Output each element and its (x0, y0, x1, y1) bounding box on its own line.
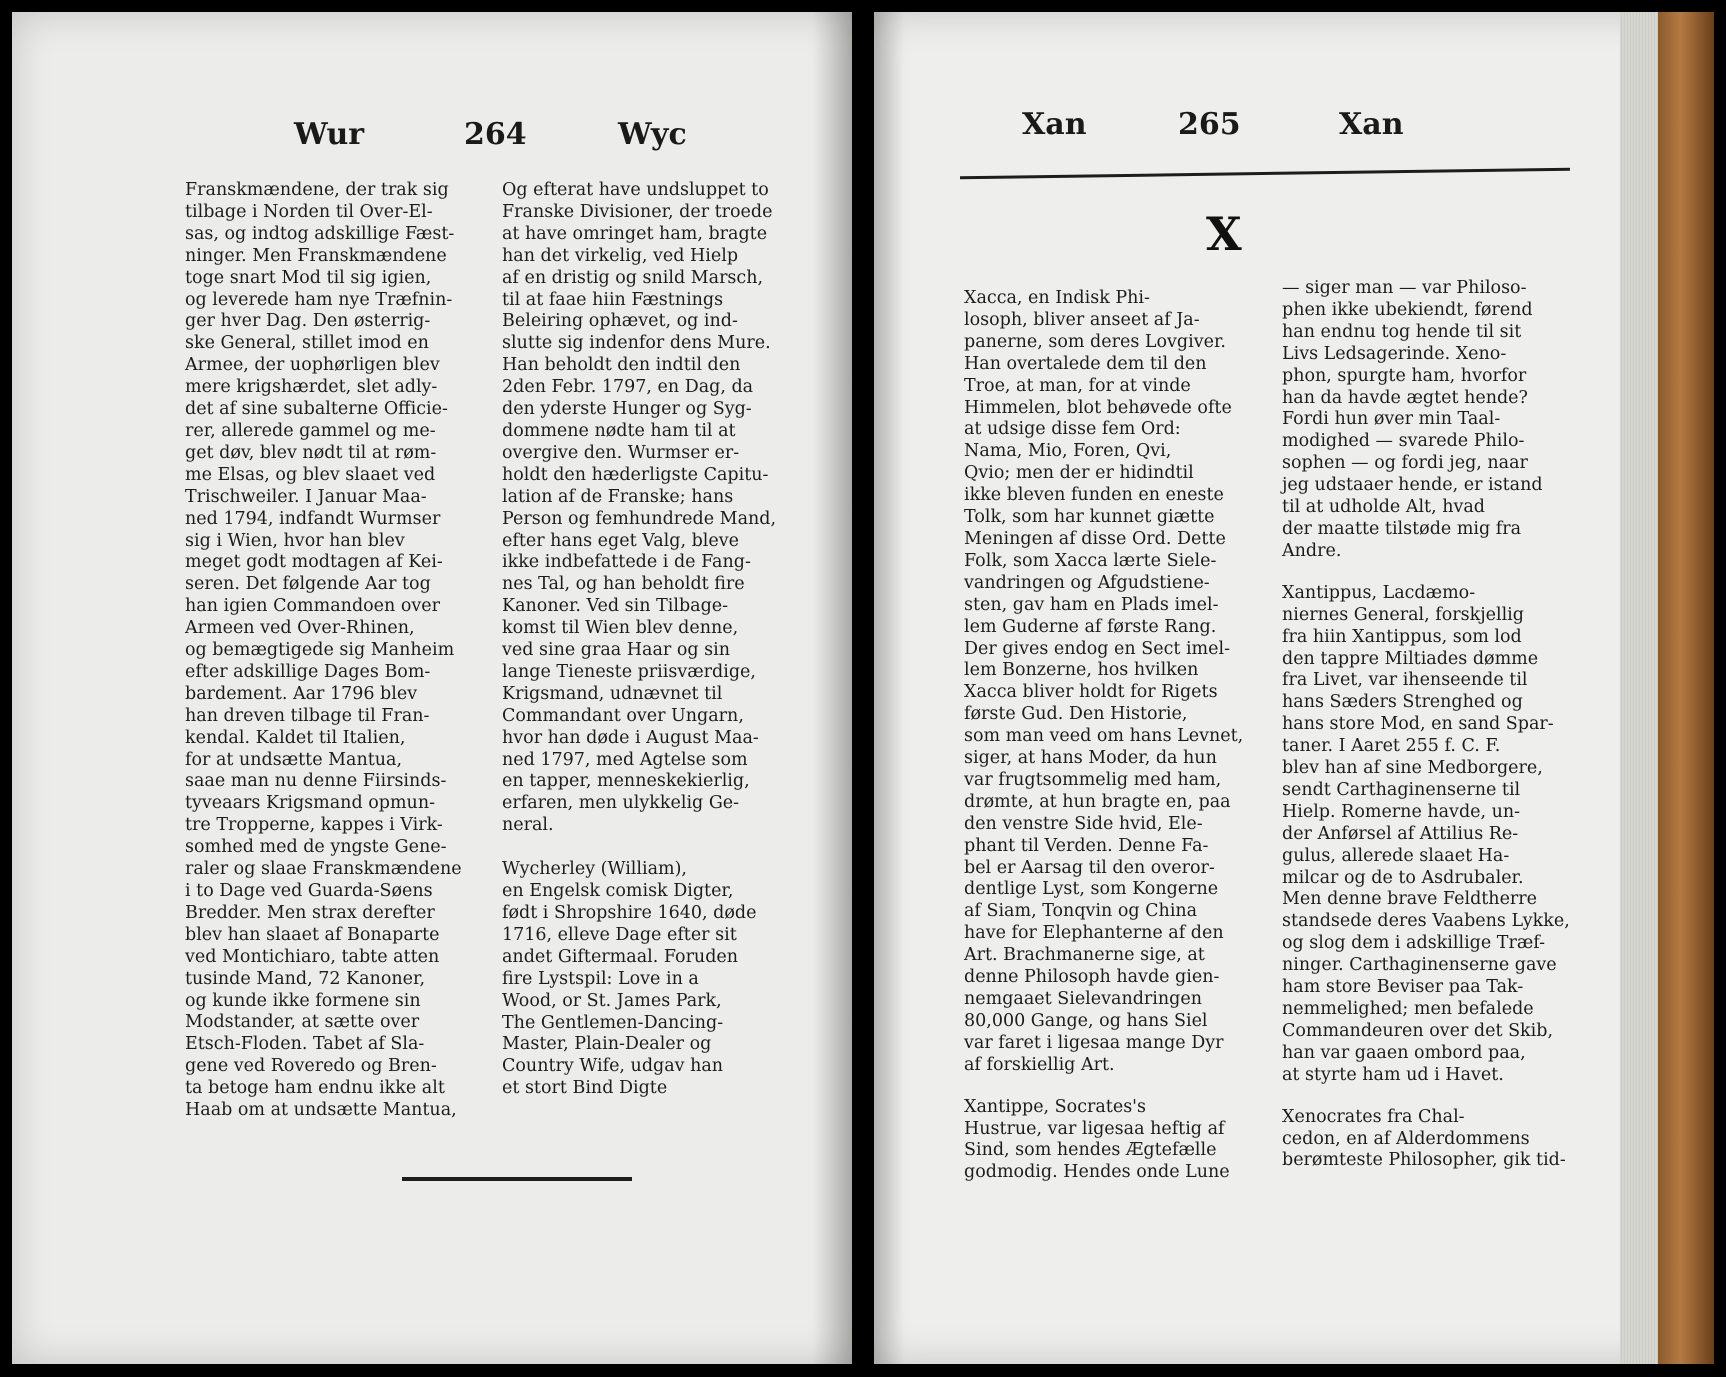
right-running-head (874, 107, 1714, 151)
page-edges (1620, 12, 1658, 1364)
right-page (874, 12, 1714, 1364)
left-column-1 (185, 180, 485, 1130)
left-column-2 (502, 180, 802, 1108)
right-column-2 (1282, 278, 1582, 1180)
right-column-1 (964, 288, 1264, 1192)
xantippe-entry-continued: — siger man — var Philoso- phen ikke ubekiendt, førend han endnu tog hende til sit Livs Ledsagerinde. Xeno- phon, spurgte ham, hvorfor han da havde ægtet hende? Fordi hun øver min Taal- modighed — svarede Philo- sophen — og fordi jeg, naar jeg udstaaer hende, er istand til at udholde Alt, hvad der maatte tilstøde mig fra Andre. (1282, 278, 1543, 561)
left-page (12, 12, 852, 1364)
book-cover-edge (1658, 12, 1714, 1364)
right-header-guide-word-first: Xan (1022, 107, 1087, 142)
wurmser-entry-end: Og efterat have undsluppet to Franske Divisioner, der troede at have omringet ham, bragte han det virkelig, ved Hielp af en dristig og snild Marsch, til at faae hiin Fæstnings Beleiring ophævet, og ind- slutte sig indenfor dens Mure. Han beholdt den indtil den 2den Febr. 1797, en Dag, da den yderste Hunger og Syg- dommene nødte ham til at overgive den. Wurmser er- holdt den hæderligste Capitu- lation af de Franske; hans Person og femhundrede Mand, efter hans eget Valg, bleve ikke indbefattede i de Fang- nes Tal, og han beholdt fire Kanoner. Ved sin Tilbage- komst til Wien blev denne, ved sine graa Haar og sin lange Tieneste priisværdige, Krigsmand, udnævnet til Commandant over Ungarn, hvor han døde i August Maa- ned 1797, med Agtelse som en tapper, menneskekierlig, erfaren, men ulykkelig Ge- neral. (502, 180, 777, 836)
right-header-guide-word-last: Xan (1339, 107, 1404, 142)
xantippus-entry: Xantippus, Lacdæmo- niernes General, forskjellig fra hiin Xantippus, som lod den tappre Miltiades dømme fra Livet, var ihenseende til hans Sæders Strenghed og hans store Mod, en sand Spar- taner. I Aaret 255 f. C. F. blev han af sine Medborgere, sendt Carthaginenserne til Hielp. Romerne havde, un- der Anførsel af Attilius Re- gulus, allerede slaaet Ha- milcar og de to Asdrubaler. Men denne brave Feldtherre standsede deres Vaabens Lykke, og slog dem i adskillige Træf- ninger. Carthaginenserne gave ham store Beviser paa Tak- nemmelighed; men befalede Commandeuren over det Skib, han var gaaen ombord paa, at styrte ham ud i Havet. (1282, 582, 1570, 1085)
left-header-guide-word-last: Wyc (618, 117, 687, 152)
xantippe-entry: Xantippe, Socrates's Hustrue, var ligesaa heftig af Sind, som hendes Ægtefælle godmodig. Hendes onde Lune (964, 1096, 1230, 1183)
xenocrates-entry: Xenocrates fra Chal- cedon, en af Alderdommens berømteste Philosopher, gik tid- (1282, 1106, 1566, 1171)
wurmser-entry-continued: Franskmændene, der trak sig tilbage i Norden til Over-El- sas, og indtog adskillige Fæst- ninger. Men Franskmændene toge snart Mod til sig igien, og leverede ham nye Træfnin- ger hver Dag. Den østerrig- ske General, stillet imod en Armee, der uophørligen blev mere krigshærdet, slet adly- det af sine subalterne Officie- rer, allerede gammel og me- get døv, blev nødt til at røm- me Elsas, og blev slaaet ved Trischweiler. I Januar Maa- ned 1794, indfandt Wurmser sig i Wien, hvor han blev meget godt modtagen af Kei- seren. Det følgende Aar tog han igien Commandoen over Armeen ved Over-Rhinen, og bemægtigede sig Manheim efter adskillige Dages Bom- bardement. Aar 1796 blev han dreven tilbage til Fran- kendal. Kaldet til Italien, for at undsætte Mantua, saae man nu denne Fiirsinds- tyveaars Krigsmand opmun- tre Tropperne, kappes i Virk- somhed med de yngste Gene- raler og slaae Franskmændene i to Dage ved Guarda-Søens Bredder. Men strax derefter blev han slaaet af Bonaparte ved Montichiaro, tabte atten tusinde Mand, 72 Kanoner, og kunde ikke formene sin Modstander, at sætte over Etsch-Floden. Tabet af Sla- gene ved Roveredo og Bren- ta betoge ham endnu ikke alt Haab om at undsætte Mantua, (185, 180, 462, 1121)
left-page-number: 264 (464, 117, 527, 152)
section-letter: X (1206, 207, 1242, 261)
header-rule (960, 168, 1570, 180)
left-header-guide-word-first: Wur (294, 117, 365, 152)
xacca-entry: Xacca, en Indisk Phi- losoph, bliver anseet af Ja- panerne, som deres Lovgiver. Han overtalede dem til den Troe, at man, for at vinde Himmelen, blot behøvede ofte at udsige disse fem Ord: Nama, Mio, Foren, Qvi, Qvio; men der er hidindtil ikke bleven funden en eneste Tolk, som har kunnet giætte Meningen af disse Ord. Dette Folk, som Xacca lærte Siele- vandringen og Afgudstiene- sten, gav ham en Plads imel- lem Guderne af første Rang. Der gives endog en Sect imel- lem Bonzerne, hos hvilken Xacca bliver holdt for Rigets første Gud. Den Historie, som man veed om hans Levnet, siger, at hans Moder, da hun var frugtsommelig med ham, drømte, at hun bragte en, paa den venstre Side hvid, Ele- phant til Verden. Denne Fa- bel er Aarsag til den overor- dentlige Lyst, som Kongerne af Siam, Tonqvin og China have for Elephanterne af den Art. Brachmanerne sige, at denne Philosoph havde gien- nemgaaet Sielevandringen 80,000 Gange, og hans Siel var faret i ligesaa mange Dyr af forskiellig Art. (964, 288, 1244, 1075)
wycherley-entry: Wycherley (William), en Engelsk comisk Digter, født i Shropshire 1640, døde 1716, elleve Dage efter sit andet Giftermaal. Foruden fire Lystspil: Love in a Wood, or St. James Park, The Gentlemen-Dancing- Master, Plain-Dealer og Country Wife, udgav han et stort Bind Digte (502, 859, 757, 1099)
left-running-head (12, 117, 852, 161)
left-gutter-shadow (812, 12, 852, 1364)
right-page-number: 265 (1178, 107, 1241, 142)
end-rule (402, 1177, 632, 1181)
right-gutter-shadow (874, 12, 904, 1364)
